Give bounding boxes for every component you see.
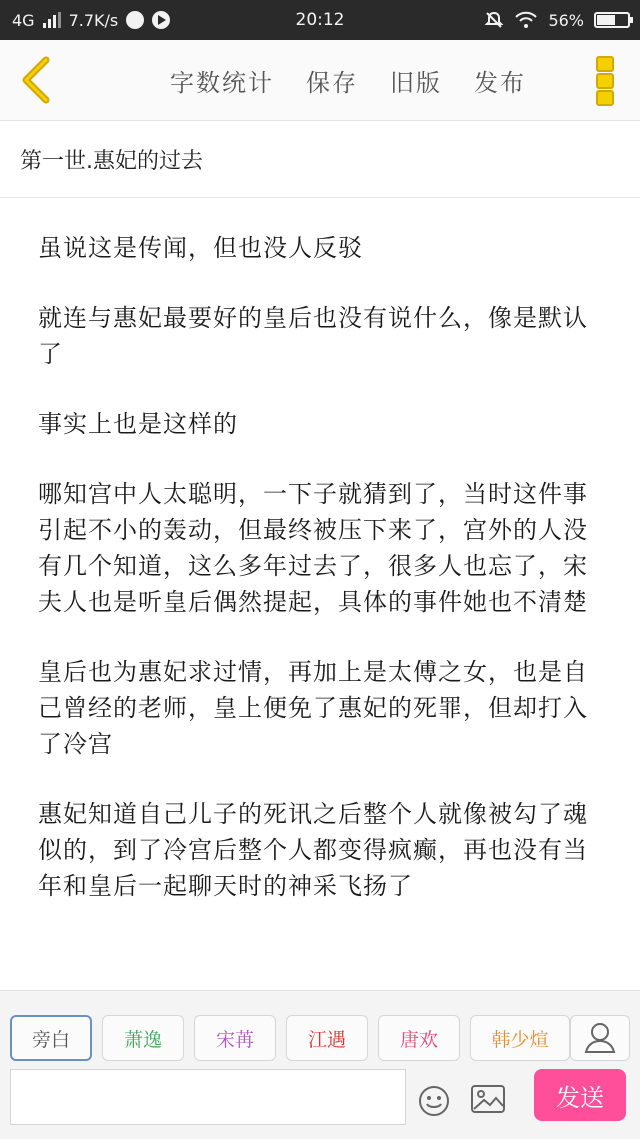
network-type: 4G xyxy=(12,10,35,30)
toolbar-actions xyxy=(170,40,526,120)
role-tag-tanghuan[interactable]: 唐欢 xyxy=(378,1015,460,1061)
composer-panel xyxy=(0,990,640,1139)
message-input[interactable] xyxy=(10,1069,406,1125)
paragraph: 哪知宫中人太聪明，一下子就猜到了，当时这件事引起不小的轰动，但最终被压下来了，宫外的人没有几个知道，这么多年过去了，很多人也忘了，宋夫人也是听皇后偶然提起，具体的事件她也不清楚 xyxy=(38,480,588,616)
chapter-title: 第一世.惠妃的过去 xyxy=(20,148,203,174)
status-right xyxy=(484,0,630,40)
send-button[interactable]: 发送 xyxy=(534,1069,626,1121)
battery-icon xyxy=(594,12,630,28)
save-button[interactable]: 保存 xyxy=(306,68,358,97)
role-tag-hanshaoxuan[interactable]: 韩少煊 xyxy=(470,1015,570,1061)
mute-icon xyxy=(484,10,504,30)
image-icon[interactable] xyxy=(470,1083,506,1115)
paragraph: 皇后也为惠妃求过情，再加上是太傅之女，也是自己曾经的老师，皇上便免了惠妃的死罪，但却打入了冷宫 xyxy=(38,658,588,758)
old-version-button[interactable]: 旧版 xyxy=(390,68,442,97)
chapter-title-bar[interactable] xyxy=(0,121,640,198)
role-tag-jiangyu[interactable]: 江遇 xyxy=(286,1015,368,1061)
network-speed: 7.7K/s xyxy=(68,10,119,30)
paragraph: 事实上也是这样的 xyxy=(38,410,238,438)
status-bar xyxy=(0,0,640,40)
add-role-button[interactable] xyxy=(570,1015,630,1061)
publish-button[interactable]: 发布 xyxy=(474,68,526,97)
paragraph: 惠妃知道自己儿子的死讯之后整个人就像被勾了魂似的，到了冷宫后整个人都变得疯癫，再也没有当年和皇后一起聊天时的神采飞扬了 xyxy=(38,800,588,900)
user-icon xyxy=(571,1016,629,1060)
word-count-button[interactable]: 字数统计 xyxy=(170,68,274,97)
story-content[interactable] xyxy=(38,230,598,980)
wifi-icon xyxy=(514,11,538,29)
paragraph: 就连与惠妃最要好的皇后也没有说什么，像是默认了 xyxy=(38,304,588,368)
battery-percent: 56% xyxy=(548,10,584,30)
role-tag-xiaoyi[interactable]: 萧逸 xyxy=(102,1015,184,1061)
clock: 20:12 xyxy=(295,10,345,30)
role-tag-narration[interactable]: 旁白 xyxy=(10,1015,92,1061)
role-tag-songran[interactable]: 宋苒 xyxy=(194,1015,276,1061)
role-tags xyxy=(10,1015,570,1061)
smiley-icon[interactable] xyxy=(418,1085,450,1117)
three-dots-icon[interactable] xyxy=(596,56,616,106)
chevron-left-icon[interactable] xyxy=(14,54,58,106)
paragraph: 虽说这是传闻，但也没人反驳 xyxy=(38,234,363,262)
editor-toolbar xyxy=(0,40,640,121)
